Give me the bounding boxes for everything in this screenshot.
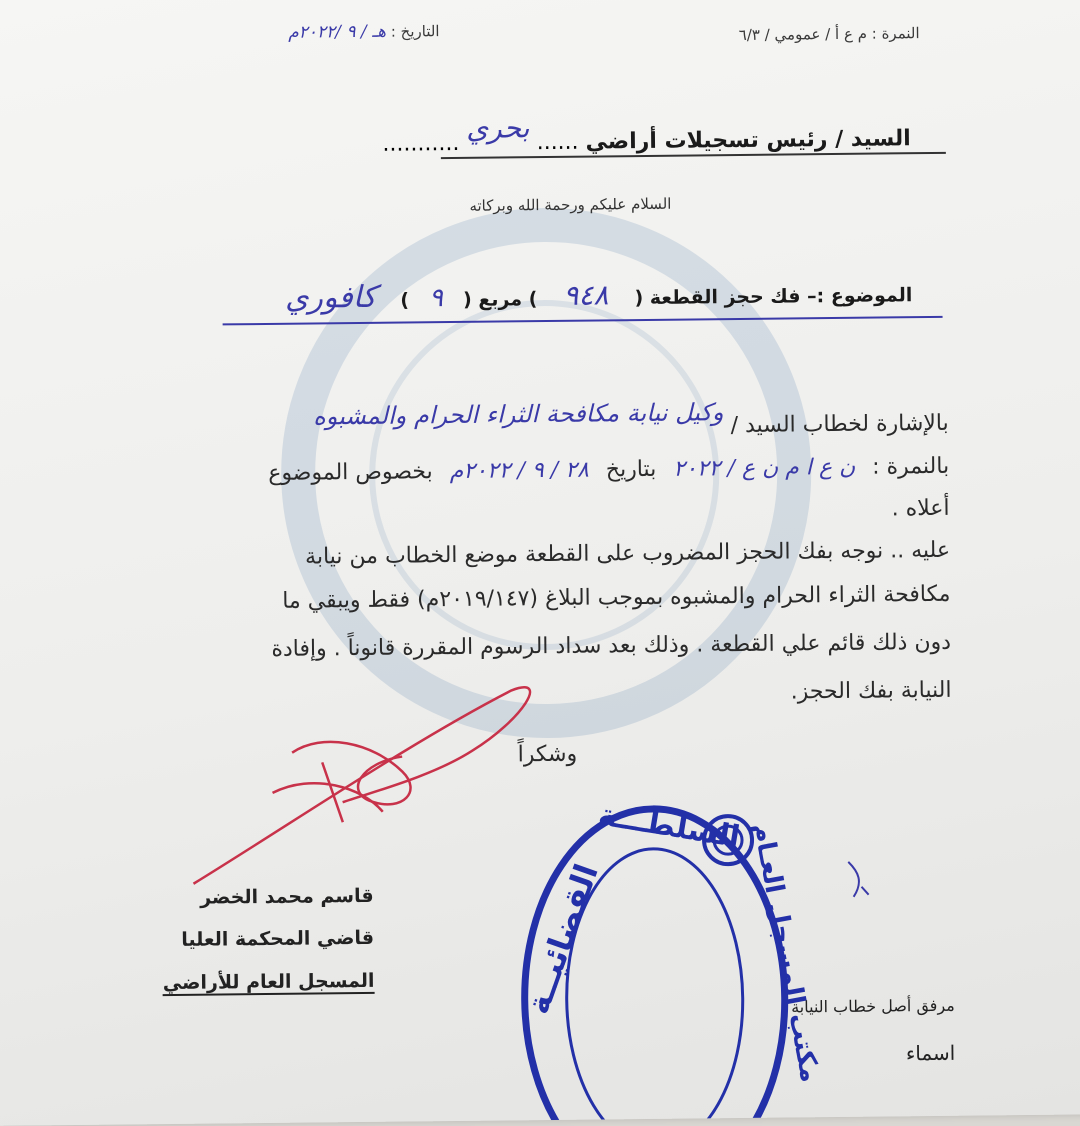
plot-number: ٩٤٨ bbox=[563, 278, 609, 312]
subject-close: ) bbox=[400, 289, 410, 312]
stamp-top-text: السلطـــة bbox=[595, 797, 743, 856]
addressee-dots: ...... bbox=[536, 129, 579, 156]
area-name: كافوري bbox=[284, 279, 377, 316]
stamp-inner-text: مكتب المسجل العـام bbox=[746, 820, 825, 1085]
body-line-1-handwritten: وكيل نيابة مكافحة الثراء الحرام والمشبوه bbox=[313, 398, 724, 431]
closing-thanks: وشكراً bbox=[517, 741, 578, 768]
body-line-3: أعلاه . bbox=[891, 495, 950, 522]
body-paragraph-line-4: النيابة بفك الحجز. bbox=[790, 677, 952, 705]
subject-line bbox=[285, 274, 913, 316]
ref-number-label: بالنمرة : bbox=[872, 453, 950, 480]
ref-regarding: بخصوص الموضوع bbox=[268, 459, 433, 486]
greeting: السلام عليكم ورحمة الله وبركاته bbox=[469, 194, 672, 215]
reference-text: النمرة : م ع أ / عمومي / ٦/٣ bbox=[738, 24, 920, 44]
body-paragraph-line-2: مكافحة الثراء الحرام والمشبوه بموجب البلاغ (٢٠١٩/١٤٧م) فقط ويبقي ما bbox=[282, 581, 951, 614]
signatory-title-1: قاضي المحكمة العليا bbox=[181, 926, 375, 951]
addressee-prefix: السيد / رئيس تسجيلات أراضي bbox=[585, 126, 911, 155]
ink-mark bbox=[843, 857, 874, 907]
signatory-name: قاسم محمد الخضر bbox=[200, 884, 374, 909]
date-value: هـ / ٩ /٢٠٢٢م bbox=[288, 21, 387, 43]
attachment-note: مرفق أصل خطاب النيابة bbox=[791, 995, 955, 1017]
stamp-arc-text: القضائيــة bbox=[518, 859, 606, 1019]
addressee-line bbox=[382, 111, 911, 158]
body-line-2 bbox=[268, 452, 949, 490]
body-line-1-printed: بالإشارة لخطاب السيد / bbox=[730, 410, 949, 439]
subject-square-label: ) مربع ( bbox=[462, 288, 538, 311]
date-field bbox=[288, 21, 440, 43]
signatory-title-2: المسجل العام للأراضي bbox=[162, 969, 375, 995]
body-paragraph-line-1: عليه .. نوجه بفك الحجز المضروب على القطعة موضع الخطاب من نيابة bbox=[304, 537, 951, 570]
square-number: ٩ bbox=[428, 283, 444, 314]
ref-date-handwritten: ٢٨ / ٩ / ٢٠٢٢م bbox=[449, 457, 589, 485]
body-paragraph-line-3: دون ذلك قائم علي القطعة . وذلك بعد سداد الرسوم المقررة قانوناً . وإفادة bbox=[271, 629, 952, 662]
ref-date-label: بتاريخ bbox=[605, 456, 657, 483]
subject-label: الموضوع :– فك حجز القطعة ( bbox=[634, 284, 913, 310]
reference-number bbox=[739, 24, 920, 44]
attachment-names: اسماء bbox=[905, 1040, 956, 1066]
addressee-handwritten: بحري bbox=[466, 111, 530, 145]
body-line-1 bbox=[313, 398, 949, 446]
ref-number-handwritten: ن ع ا م ن ع / ٢٠٢٢ bbox=[673, 454, 856, 482]
date-label: التاريخ : bbox=[390, 22, 440, 41]
addressee-trailing-dots: ........... bbox=[382, 130, 460, 157]
